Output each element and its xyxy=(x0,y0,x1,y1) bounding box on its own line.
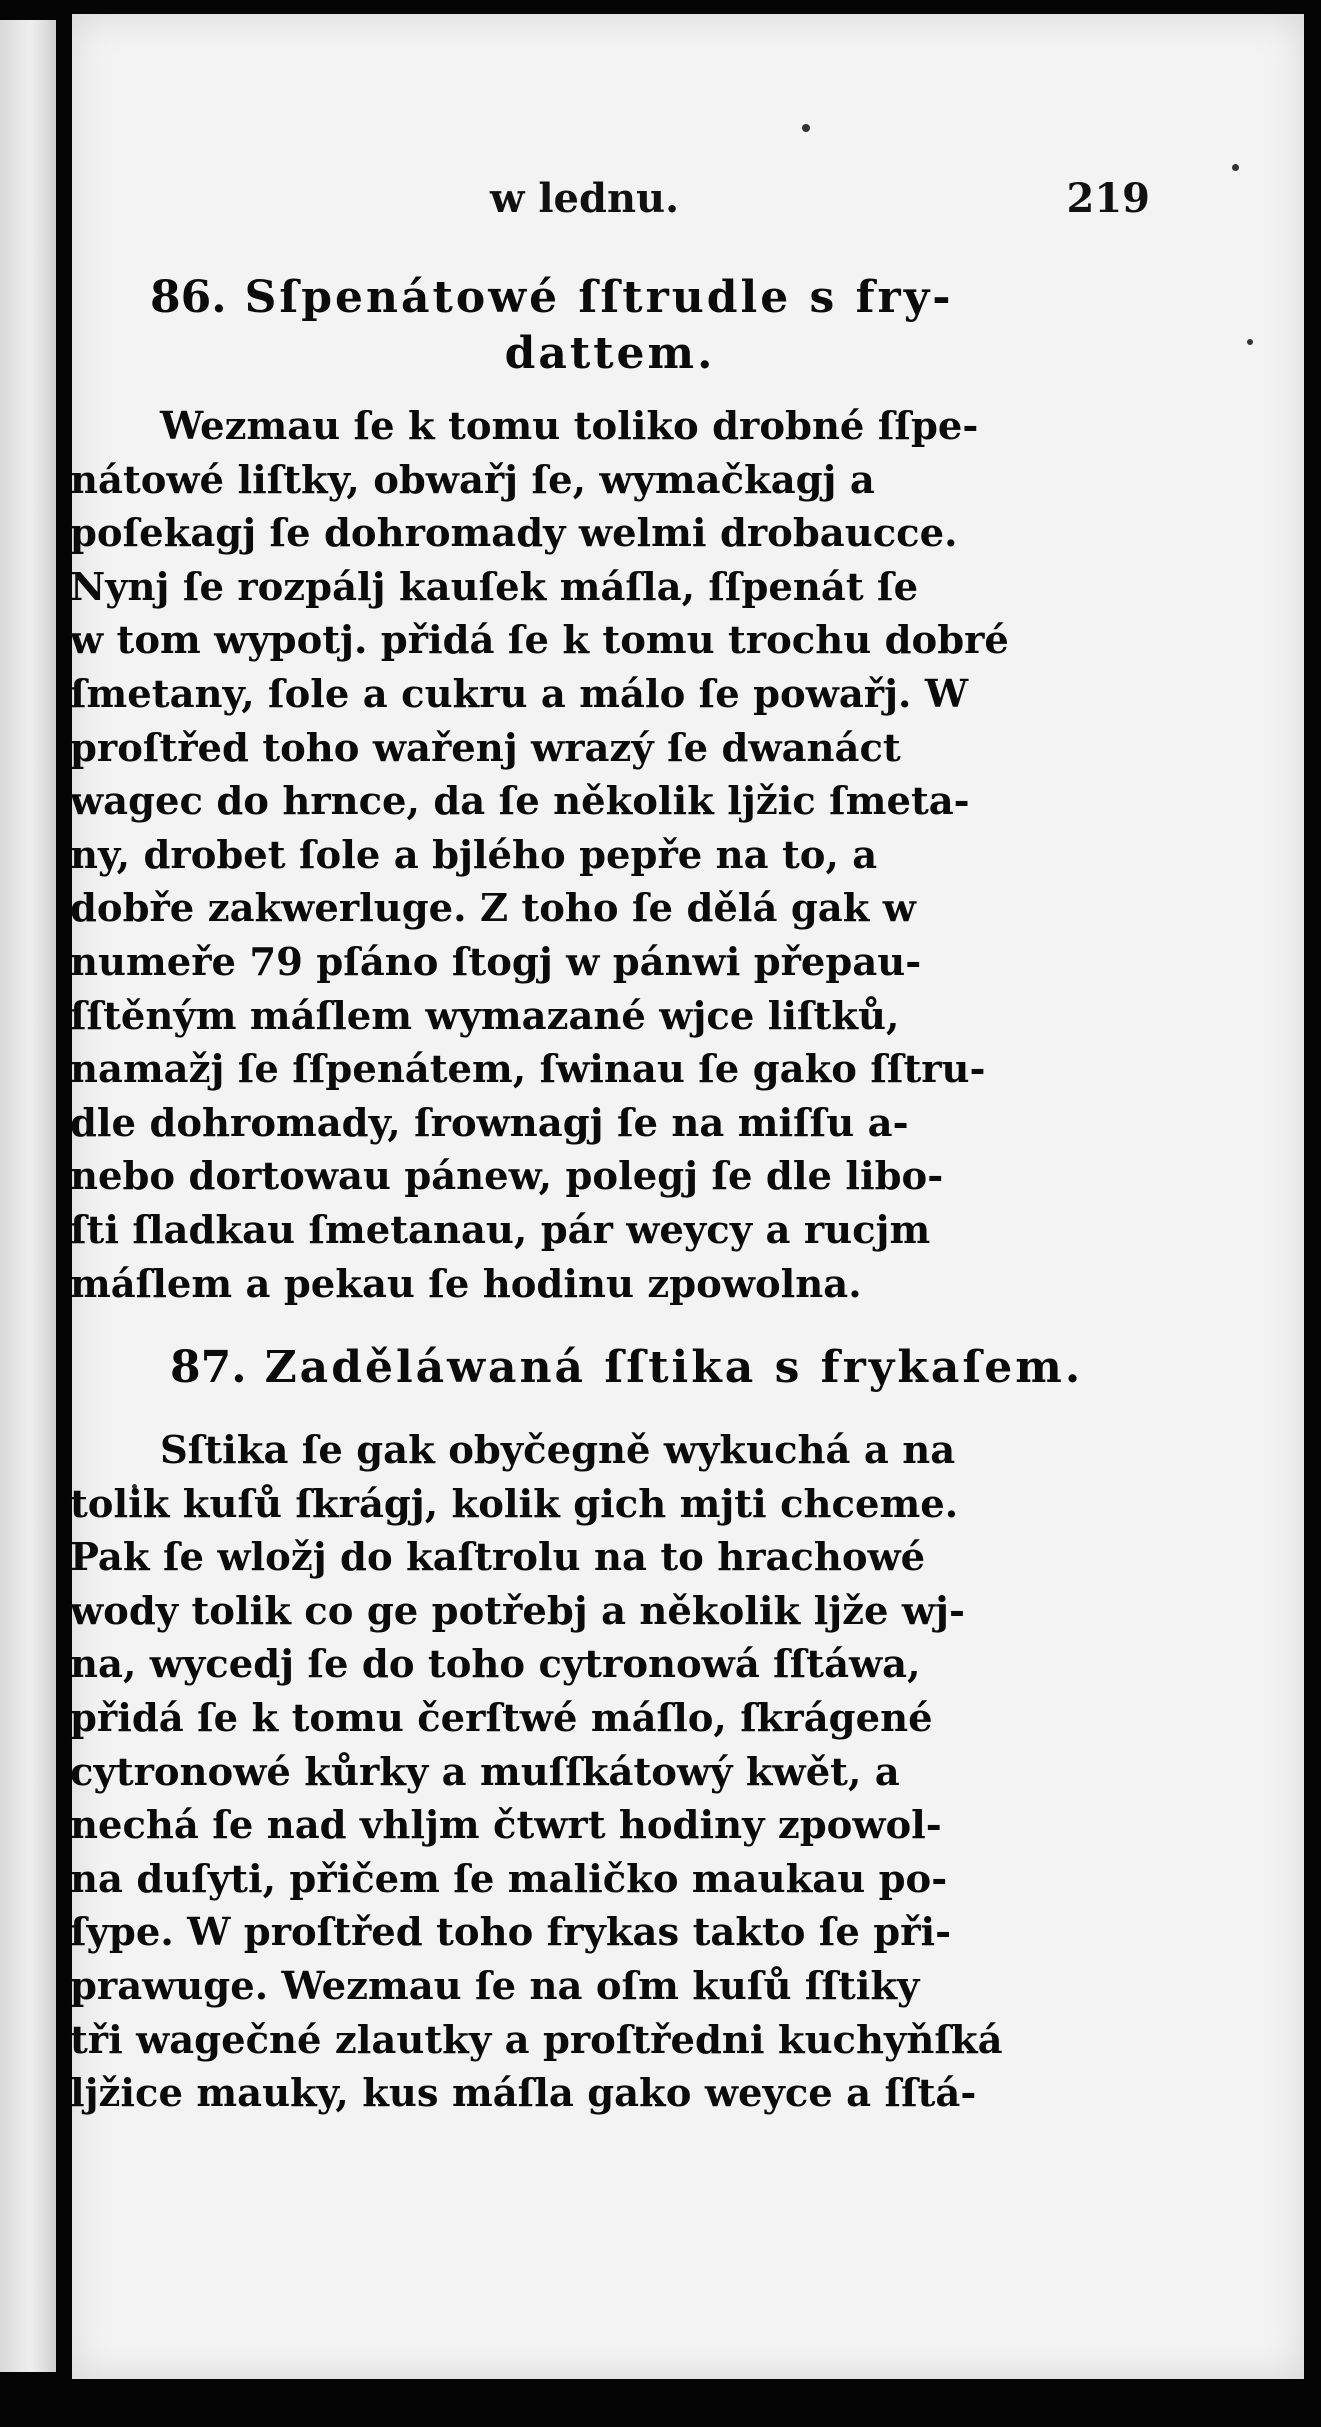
recipe-title-line: dattem. xyxy=(504,328,716,379)
text-line: Nynj ſe rozpálj kauſek máſla, ſſpenát ſe xyxy=(70,564,919,610)
recipe-text xyxy=(70,1424,1150,2121)
text-line: wagec do hrnce, da ſe několik ljžic ſmeta- xyxy=(70,779,970,825)
text-line: ſmetany, ſole a cukru a málo ſe powařj. W xyxy=(70,671,969,717)
text-line: cytronowé kůrky a muſſkátowý kwět, a xyxy=(70,1749,900,1795)
text-line: dle dohromady, ſrownagj ſe na miſſu a- xyxy=(70,1100,909,1146)
text-line: poſekagj ſe dohromady welmi drobaucce. xyxy=(70,511,958,557)
recipe-title-line: Zaděláwaná ſſtika s frykaſem. xyxy=(264,1342,1084,1393)
text-line: ſti ſladkau ſmetanau, pár weycy a rucjm xyxy=(70,1207,931,1253)
text-line: nechá ſe nad vhljm čtwrt hodiny zpowol- xyxy=(70,1803,942,1849)
recipe-87 xyxy=(70,1340,1150,2121)
text-line: proſtřed toho wařenj wrazý ſe dwanáct xyxy=(70,725,901,771)
ink-speck xyxy=(1247,339,1253,345)
text-line: na, wycedj ſe do toho cytronowá ſſtáwa, xyxy=(70,1642,921,1688)
text-line: ſype. W proſtřed toho frykas takto ſe při- xyxy=(70,1910,952,1956)
text-line: namažj ſe ſſpenátem, ſwinau ſe gako ſſtru- xyxy=(70,1047,986,1093)
text-line: prawuge. Wezmau ſe na oſm kuſů ſſtiky xyxy=(70,1963,920,2009)
ink-speck xyxy=(802,124,810,132)
recipe-86 xyxy=(70,270,1150,1311)
page-number: 219 xyxy=(1066,175,1150,222)
text-line: ſſtěným máſlem wymazané wjce liſtků, xyxy=(70,993,900,1039)
recipe-title-line: Sſpenátowé ſſtrudle s fry- xyxy=(244,272,954,323)
ink-speck xyxy=(1232,164,1239,171)
text-line: na duſyti, přičem ſe maličko maukau po- xyxy=(70,1856,948,1902)
recipe-number: 87. xyxy=(170,1342,247,1393)
text-line: nátowé liſtky, obwařj ſe, wymačkagj a xyxy=(70,457,875,503)
text-line: dobře zakwerluge. Z toho ſe dělá gak w xyxy=(70,886,916,932)
recipe-heading xyxy=(70,1340,1150,1396)
recipe-number: 86. xyxy=(150,272,227,323)
text-line: w tom wypotj. přidá ſe k tomu trochu dobré xyxy=(70,618,1009,664)
text-line: nebo dortowau pánew, polegj ſe dle libo- xyxy=(70,1154,944,1200)
text-line: Wezmau ſe k tomu toliko drobné ſſpe- xyxy=(160,404,979,449)
text-line: ljžice mauky, kus máſla gako weyce a ſſtá- xyxy=(70,2071,977,2117)
text-line: wody tolik co ge potřebj a několik ljže wj- xyxy=(70,1588,965,1634)
text-line: přidá ſe k tomu čerſtwé máſlo, ſkrágené xyxy=(70,1695,933,1741)
text-line: tolik kuſů ſkrágj, kolik gich mjti chceme. xyxy=(70,1481,959,1527)
text-line: ny, drobet ſole a bjlého pepře na to, a xyxy=(70,832,878,878)
text-line: máſlem a pekau ſe hodinu zpowolna. xyxy=(70,1261,862,1307)
text-line: Pak ſe wložj do kaſtrolu na to hrachowé xyxy=(70,1535,926,1581)
running-head xyxy=(70,175,1150,245)
running-title: w lednu. xyxy=(490,175,680,222)
text-line: numeře 79 pſáno ſtogj w pánwi přepau- xyxy=(70,939,922,985)
recipe-text xyxy=(70,400,1150,1311)
left-page-edge xyxy=(0,20,56,2372)
text-line: tři wagečné zlautky a proſtředni kuchyňſká xyxy=(70,2017,1003,2063)
recipe-heading xyxy=(70,270,1150,382)
text-line: Sſtika ſe gak obyčegně wykuchá a na xyxy=(160,1428,956,1473)
